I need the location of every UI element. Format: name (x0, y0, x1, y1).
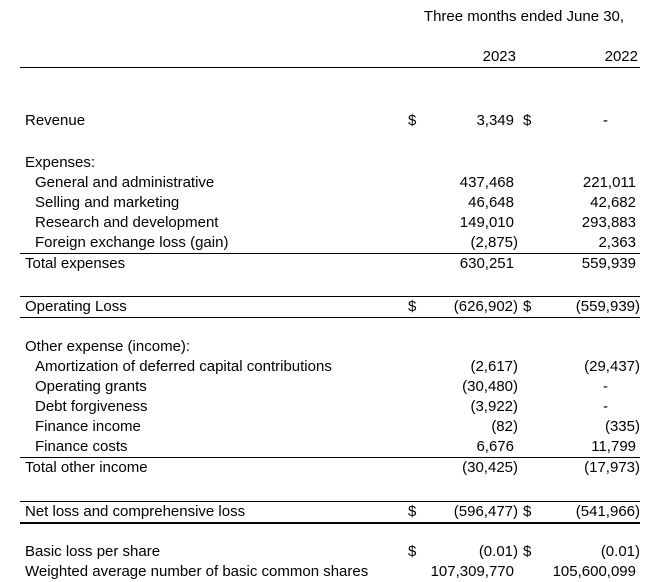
table-row (20, 233, 640, 254)
table-row (20, 501, 640, 524)
value-2023: (3,922) (470, 398, 518, 415)
table-row (20, 193, 640, 213)
empty-cell (20, 7, 408, 27)
dollar-sign-2023 (408, 458, 428, 478)
empty-cell (20, 47, 408, 67)
dollar-sign-2023: $ (408, 543, 417, 560)
dollar-sign-2022 (518, 562, 543, 582)
row-label: Finance income (35, 418, 141, 435)
period-title: Three months ended June 30, (423, 8, 625, 25)
dollar-sign-2022 (518, 337, 543, 357)
dollar-sign-2023 (408, 233, 428, 253)
value-2023: (0.01) (478, 543, 518, 560)
row-label: Weighted average number of basic common shares (25, 563, 369, 580)
dollar-sign-2023: $ (408, 112, 417, 129)
table-row (20, 111, 640, 131)
dollar-sign-2023 (408, 337, 428, 357)
value-2022: - (603, 112, 608, 129)
dollar-sign-2023 (408, 153, 428, 173)
value-2022: (335) (604, 418, 640, 435)
value-2022: - (603, 398, 608, 415)
value-2023: 437,468 (459, 174, 514, 191)
table-row (20, 254, 640, 274)
dollar-sign-2023 (408, 377, 428, 397)
dollar-sign-2022: $ (523, 112, 532, 129)
table-row (20, 357, 640, 377)
row-label: Revenue (25, 112, 86, 129)
value-2023: 46,648 (468, 194, 514, 211)
value-2023: (82) (491, 418, 518, 435)
value-2022: 293,883 (581, 214, 636, 231)
value-2023 (428, 153, 518, 173)
value-2023: (30,480) (462, 378, 518, 395)
dollar-sign-2022 (518, 437, 543, 457)
dollar-sign-2022: $ (523, 543, 532, 560)
row-label: Operating grants (35, 378, 147, 395)
dollar-sign-2023 (408, 173, 428, 193)
dollar-sign-2022 (518, 213, 543, 233)
row-label: Basic loss per share (25, 543, 161, 560)
dollar-sign-2023 (408, 397, 428, 417)
dollar-sign-2022 (518, 254, 543, 274)
value-2022: 221,011 (582, 174, 636, 191)
dollar-sign-2022 (518, 233, 543, 253)
column-header-2022: 2022 (604, 48, 638, 65)
column-header-2023: 2023 (482, 48, 516, 65)
value-2023 (428, 337, 518, 357)
row-label: Research and development (35, 214, 219, 231)
table-row (20, 417, 640, 437)
value-2022: 2,363 (598, 234, 636, 251)
row-label: General and administrative (35, 174, 215, 191)
value-2023: (2,617) (470, 358, 518, 375)
empty-cell (518, 47, 543, 67)
value-2023: (626,902) (453, 298, 518, 315)
dollar-sign-2022: $ (523, 298, 532, 315)
value-2022: 42,682 (590, 194, 636, 211)
row-label: Expenses: (25, 154, 96, 171)
row-label: Net loss and comprehensive loss (25, 503, 246, 520)
period-header-row (20, 7, 640, 27)
dollar-sign-2023 (408, 213, 428, 233)
dollar-sign-2022 (518, 458, 543, 478)
dollar-sign-2022 (518, 397, 543, 417)
table-row (20, 542, 640, 562)
value-2022: 105,600,099 (552, 563, 636, 580)
value-2023: 107,309,770 (430, 563, 514, 580)
dollar-sign-2022: $ (523, 503, 532, 520)
value-2022: (559,939) (575, 298, 640, 315)
value-2023: 6,676 (476, 438, 514, 455)
year-header-row (20, 47, 640, 68)
value-2022: (29,437) (584, 358, 640, 375)
table-row (20, 213, 640, 233)
row-label: Finance costs (35, 438, 128, 455)
value-2022: 559,939 (581, 255, 636, 272)
value-2022: - (603, 378, 608, 395)
dollar-sign-2022 (518, 377, 543, 397)
row-label: Amortization of deferred capital contributions (35, 358, 332, 375)
table-row (20, 458, 640, 478)
table-row (20, 153, 640, 173)
row-label: Foreign exchange loss (gain) (35, 234, 229, 251)
value-2022: (0.01) (600, 543, 640, 560)
dollar-sign-2023 (408, 437, 428, 457)
row-label: Operating Loss (25, 298, 127, 315)
dollar-sign-2023 (408, 357, 428, 377)
dollar-sign-2023: $ (408, 298, 417, 315)
table-row (20, 173, 640, 193)
value-2022: (541,966) (575, 503, 640, 520)
dollar-sign-2023 (408, 417, 428, 437)
value-2022 (543, 153, 640, 173)
value-2023: 630,251 (459, 255, 514, 272)
table-row (20, 377, 640, 397)
table-row (20, 397, 640, 417)
row-label: Total expenses (25, 255, 126, 272)
row-label: Total other income (25, 459, 148, 476)
statement-rows (20, 111, 640, 582)
value-2023: 149,010 (459, 214, 514, 231)
empty-cell (408, 47, 428, 67)
dollar-sign-2022 (518, 153, 543, 173)
dollar-sign-2023 (408, 562, 428, 582)
value-2023: (596,477) (453, 503, 518, 520)
value-2023: 3,349 (476, 112, 514, 129)
row-label: Selling and marketing (35, 194, 180, 211)
value-2022: (17,973) (584, 459, 640, 476)
dollar-sign-2022 (518, 357, 543, 377)
table-row (20, 437, 640, 458)
table-row (20, 562, 640, 582)
table-row (20, 296, 640, 318)
dollar-sign-2022 (518, 173, 543, 193)
dollar-sign-2023 (408, 193, 428, 213)
value-2023: (30,425) (462, 459, 518, 476)
dollar-sign-2022 (518, 193, 543, 213)
value-2022 (543, 337, 640, 357)
dollar-sign-2022 (518, 417, 543, 437)
dollar-sign-2023 (408, 254, 428, 274)
dollar-sign-2023: $ (408, 503, 417, 520)
table-row (20, 337, 640, 357)
row-label: Debt forgiveness (35, 398, 148, 415)
row-label: Other expense (income): (25, 338, 191, 355)
value-2023: (2,875) (470, 234, 518, 251)
value-2022: 11,799 (591, 438, 636, 455)
